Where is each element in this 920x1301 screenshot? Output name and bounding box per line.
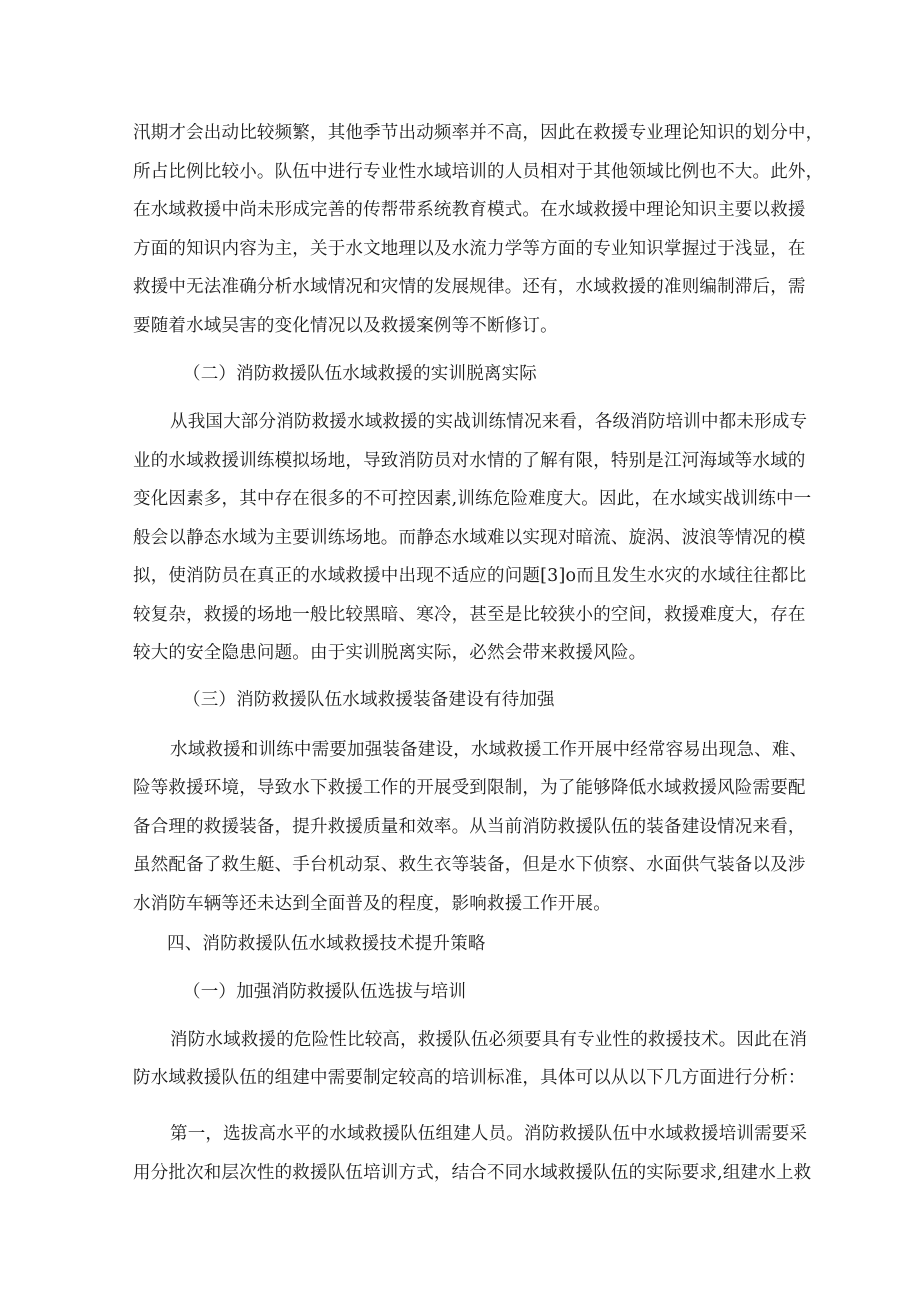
paragraph-line: 变化因素多，其中存在很多的不可控因素,训练危险难度大。因此，在水域实战训练中一: [133, 489, 812, 509]
paragraph-line: 用分批次和层次性的救援队伍培训方式，结合不同水域救援队伍的实际要求,组建水上救: [133, 1163, 812, 1183]
paragraph-line: 险等救援环境，导致水下救援工作的开展受到限制，为了能够降低水域救援风险需要配: [133, 778, 806, 798]
subsection-heading: （二）消防救援队伍水域救援的实训脱离实际: [183, 364, 537, 384]
paragraph-line: 汛期才会出动比较频繁，其他季节出动频率并不高，因此在救援专业理论知识的划分中，: [133, 123, 824, 143]
paragraph-line: 救援中无法准确分析水域情况和灾情的发展规律。还有，水域救援的准则编制滞后，需: [133, 277, 806, 297]
paragraph-line: 备合理的救援装备，提升救援质量和效率。从当前消防救援队伍的装备建设情况来看，: [133, 817, 806, 837]
paragraph-line: 业的水域救援训练模拟场地，导致消防员对水情的了解有限，特别是江河海域等水域的: [133, 451, 806, 471]
paragraph-line: 防水域救援队伍的组建中需要制定较高的培训标准，具体可以从以下几方面进行分析：: [133, 1068, 806, 1088]
paragraph-line: 较大的安全隐患问题。由于实训脱离实际，必然会带来救援风险。: [133, 643, 647, 663]
paragraph-line: 在水域救援中尚未形成完善的传帮带系统教育模式。在水域救援中理论知识主要以救援: [133, 200, 806, 220]
section-heading: 四、消防救援队伍水域救援技术提升策略: [167, 934, 486, 954]
paragraph-line: 第一，选拔高水平的水域救援队伍组建人员。消防救援队伍中水域救援培训需要采: [170, 1124, 808, 1144]
paragraph-line: 方面的知识内容为主，关于水文地理以及水流力学等方面的专业知识掌握过于浅显，在: [133, 239, 806, 259]
paragraph-line: 消防水域救援的危险性比较高，救援队伍必须要具有专业性的救援技术。因此在消: [170, 1030, 808, 1050]
subsection-heading: （三）消防救援队伍水域救援装备建设有待加强: [183, 690, 555, 710]
paragraph-line: 较复杂，救援的场地一般比较黑暗、寒冷，甚至是比较狭小的空间，救援难度大，存在: [133, 605, 806, 625]
paragraph-line: 虽然配备了救生艇、手台机动泵、救生衣等装备，但是水下侦察、水面供气装备以及涉: [133, 855, 806, 875]
paragraph-line: 从我国大部分消防救援水域救援的实战训练情况来看，各级消防培训中都未形成专: [170, 412, 808, 432]
paragraph-line: 般会以静态水域为主要训练场地。而静态水域难以实现对暗流、旋涡、波浪等情况的模: [133, 528, 806, 548]
paragraph-line: 水消防车辆等还未达到全面普及的程度，影响救援工作开展。: [133, 894, 611, 914]
paragraph-line: 水域救援和训练中需要加强装备建设，水域救援工作开展中经常容易出现急、难、: [170, 740, 808, 760]
paragraph-line: 要随着水域吴害的变化情况以及救援案例等不断修订。: [133, 316, 558, 336]
paragraph-line: 所占比例比较小。队伍中进行专业性水域培训的人员相对于其他领域比例也不大。此外，: [133, 162, 824, 182]
paragraph-line: 拟，使消防员在真正的水域救援中出现不适应的问题[3]o而且发生水灾的水域往往都比: [133, 566, 807, 586]
subsection-heading: （一）加强消防救援队伍选拔与培训: [183, 982, 467, 1002]
